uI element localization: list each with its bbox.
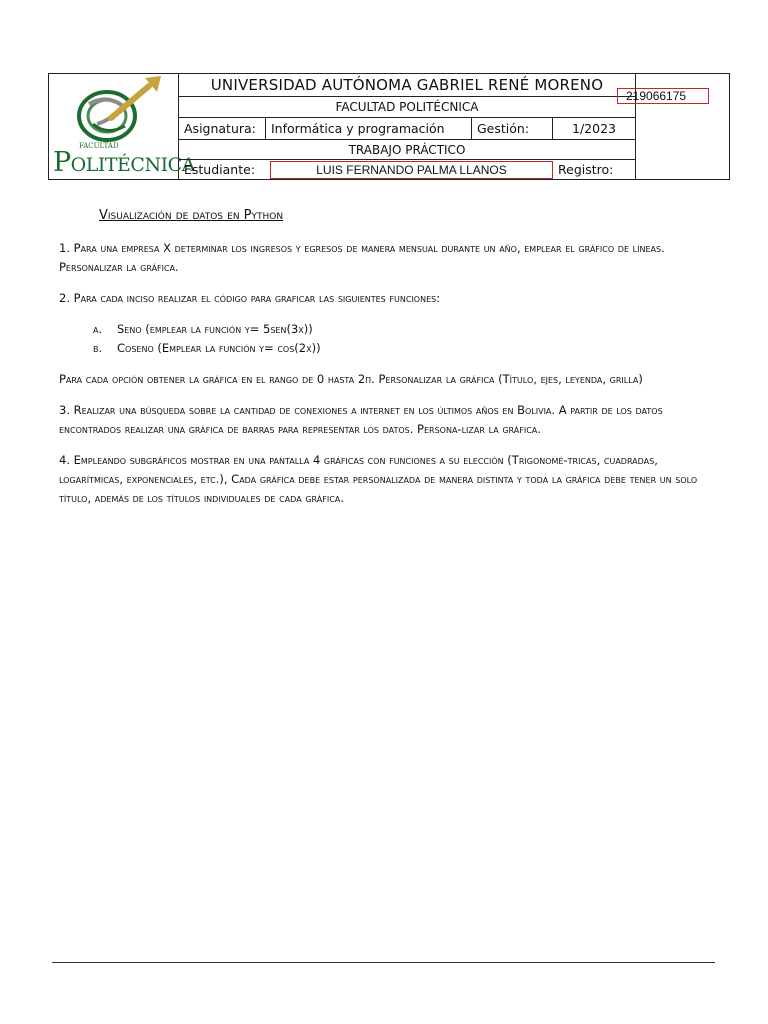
subject-label: Asignatura: xyxy=(179,118,266,139)
list-item: a. Seno (emplear la función y= 5sen(3x)) xyxy=(93,322,313,336)
subject-row xyxy=(179,118,635,140)
list-item: b. Coseno (Emplear la función y= cos(2x)) xyxy=(93,341,321,355)
subject-value: Informática y programación xyxy=(266,118,472,139)
logo-wordmark: POLITÉCNICA xyxy=(53,147,195,178)
term-value: 1/2023 xyxy=(572,121,616,136)
faculty-name: FACULTAD POLITÉCNICA xyxy=(179,97,635,118)
question-2-list xyxy=(59,320,699,358)
university-name: UNIVERSIDAD AUTÓNOMA GABRIEL RENÉ MORENO xyxy=(179,74,635,97)
question-1: 1. Para una empresa X determinar los ingresos y egresos de manera mensual durante un año, emplear el gráfico de líneas. Personalizar la gráfica. xyxy=(59,241,665,274)
registry-number-field[interactable]: 219066175 xyxy=(617,88,709,104)
student-label: Estudiante: xyxy=(184,162,256,177)
student-name-field[interactable]: LUIS FERNANDO PALMA LLANOS xyxy=(270,161,553,179)
faculty-logo xyxy=(49,74,195,179)
logo-small-text: FACULTAD xyxy=(79,142,119,150)
assignment-type: TRABAJO PRÁCTICO xyxy=(179,140,635,160)
question-4: 4. Empleando subgráficos mostrar en una pantalla 4 gráficas con funciones a su elección (Trigonomé-tricas, cuadradas, logarítmicas, exponenciales, etc.), Cada gráfica debe estar personalizada de manera distinta y toda la gráfica debe tener un solo título, además de los títulos individuales de cada gráfica. xyxy=(59,453,698,505)
question-2: 2. Para cada inciso realizar el código para graficar las siguientes funciones: xyxy=(59,291,441,305)
student-row xyxy=(179,160,635,179)
logo-emblem-icon xyxy=(49,74,177,146)
footer-divider xyxy=(52,962,715,963)
assignment-content xyxy=(59,206,699,520)
document-title: Visualización de datos en Python xyxy=(99,208,284,223)
registry-label: Registro: xyxy=(558,162,614,177)
question-2-note: Para cada opción obtener la gráfica en el rango de 0 hasta 2π. Personalizar la gráfica (Título, ejes, leyenda, grilla) xyxy=(59,372,643,386)
term-label: Gestión: xyxy=(472,118,553,139)
question-3: 3. Realizar una búsqueda sobre la cantidad de conexiones a internet en los últimos años en Bolivia. A partir de los datos encontrados realizar una gráfica de barras para representar los datos. Persona-lizar la gráfica. xyxy=(59,403,663,436)
